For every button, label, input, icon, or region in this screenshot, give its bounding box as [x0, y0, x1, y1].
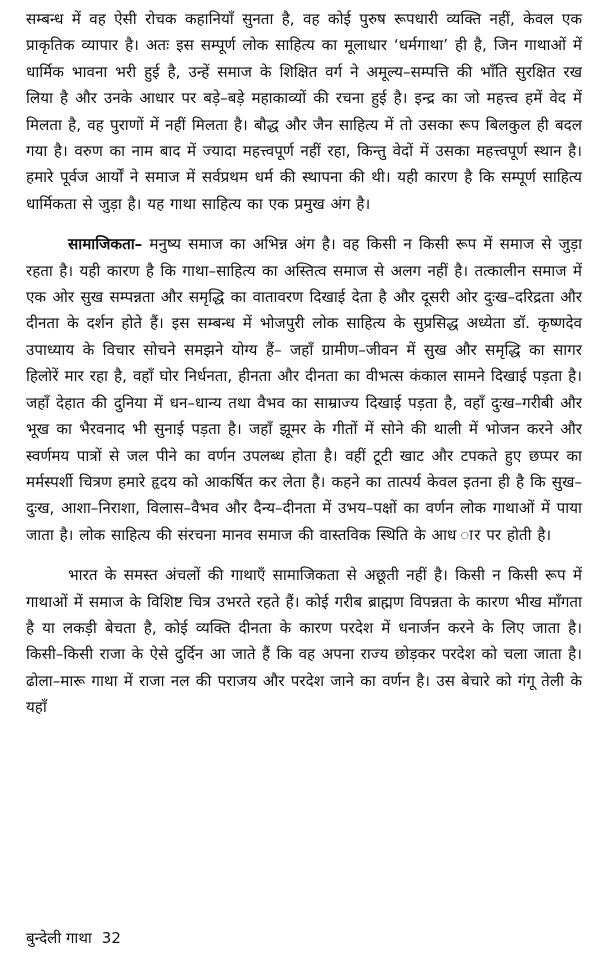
paragraph-text: मनुष्य समाज का अभिन्न अंग है। वह किसी न किसी रूप में समाज से जुड़ा रहता है। यही कारण है कि गाथा–साहित्य का अस्तित्व समाज से अलग नहीं है। तत्कालीन समाज में एक ओर सुख सम्पन्नता और समृद्धि का वातावरण दिखाई देता है और दूसरी ओर दुःख–दरिद्रता और दीनता के दर्शन होते हैं। इस सम्बन्ध में भोजपुरी लोक साहित्य के सुप्रसिद्ध अध्येता डॉ. कृष्णदेव उपाध्याय के विचार सोचने समझने योग्य हैं– जहाँ ग्रामीण–जीवन में सुख और समृद्धि का सागर हिलोरें मार रहा है, वहाँ घोर निर्धनता, हीनता और दीनता का वीभत्स कंकाल सामने दिखाई पड़ता है। जहाँ देहात की दुनिया में धन–धान्य तथा वैभव का साम्राज्य दिखाई पड़ता है, वहाँ दुःख–गरीबी और भूख का भैरवनाद भी सुनाई पड़ता है। जहाँ झूमर के गीतों में सोने की थाली में भोजन करने और स्वर्णमय पात्रों से जल पीने का वर्णन उपलब्ध होता है। वहीं टूटी खाट और टपकते हुए छप्पर का मर्मस्पर्शी चित्रण हमारे हृदय को आकर्षित कर लेता है। कहने का तात्पर्य केवल इतना ही है कि सुख–दुःख, आशा–निराशा, विलास–वैभव और दैन्य–दीनता में उभय–पक्षों का वर्णन लोक गाथाओं में पाया जाता है। लोक साहित्य की संरचना मानव समाज की वास्तविक स्थिति के आध ार पर होती है।: [26, 235, 582, 544]
page-number: 32: [101, 929, 121, 947]
paragraph-text: भारत के समस्त अंचलों की गाथाएँ सामाजिकता से अछूती नहीं है। किसी न किसी रूप में गाथाओं में समाज के विशिष्ट चित्र उभरते रहते हैं। कोई गरीब ब्राह्मण विपन्नता के कारण भीख माँगता है या लकड़ी बेचता है, कोई व्यक्ति दीनता के कारण परदेश में धनार्जन करने के लिए जाता है। किसी–किसी राजा के ऐसे दुर्दिन आ जाते हैं कि वह अपना राज्य छोड़कर परदेश को चला जाता है। ढोला–मारू गाथा में राजा नल की पराजय और परदेश जाने का वर्णन है। उस बेचारे को गंगू तेली के यहाँ: [26, 566, 582, 717]
paragraph-anchal-gathayen: [26, 562, 582, 720]
footer-book-title: बुन्देली गाथा: [26, 929, 92, 947]
paragraph-text: सम्बन्ध में वह ऐसी रोचक कहानियाँ सुनता है, वह कोई पुरुष रूपधारी व्यक्ति नहीं, केवल एक प्राकृतिक व्यापार है। अतः इस सम्पूर्ण लोक साहित्य का मूलाधार ‘धर्मगाथा’ ही है, जिन गाथाओं में धार्मिक भावना भरी हुई है, उन्हें समाज के शिक्षित वर्ग ने अमूल्य–सम्पत्ति की भाँति सुरक्षित रख लिया है और उनके आधार पर बड़े–बड़े महाकाव्यों की रचना हुई है। इन्द्र का जो महत्त्व हमें वेद में मिलता है, वह पुराणों में नहीं मिलता है। बौद्ध और जैन साहित्य में तो उसका रूप बिलकुल ही बदल गया है। वरुण का नाम बाद में ज्यादा महत्त्वपूर्ण नहीं रहा, किन्तु वेदों में उसका महत्त्वपूर्ण स्थान है। हमारे पूर्वज आर्यों ने समाज में सर्वप्रथम धर्म की स्थापना की थी। यही कारण है कि सम्पूर्ण साहित्य धार्मिकता से जुड़ा है। यह गाथा साहित्य का एक प्रमुख अंग है।: [26, 10, 582, 213]
section-heading: सामाजिकता–: [68, 235, 143, 254]
page-footer: [26, 928, 121, 948]
paragraph-dharmagatha: [26, 6, 582, 217]
paragraph-samajikta: [26, 231, 582, 548]
